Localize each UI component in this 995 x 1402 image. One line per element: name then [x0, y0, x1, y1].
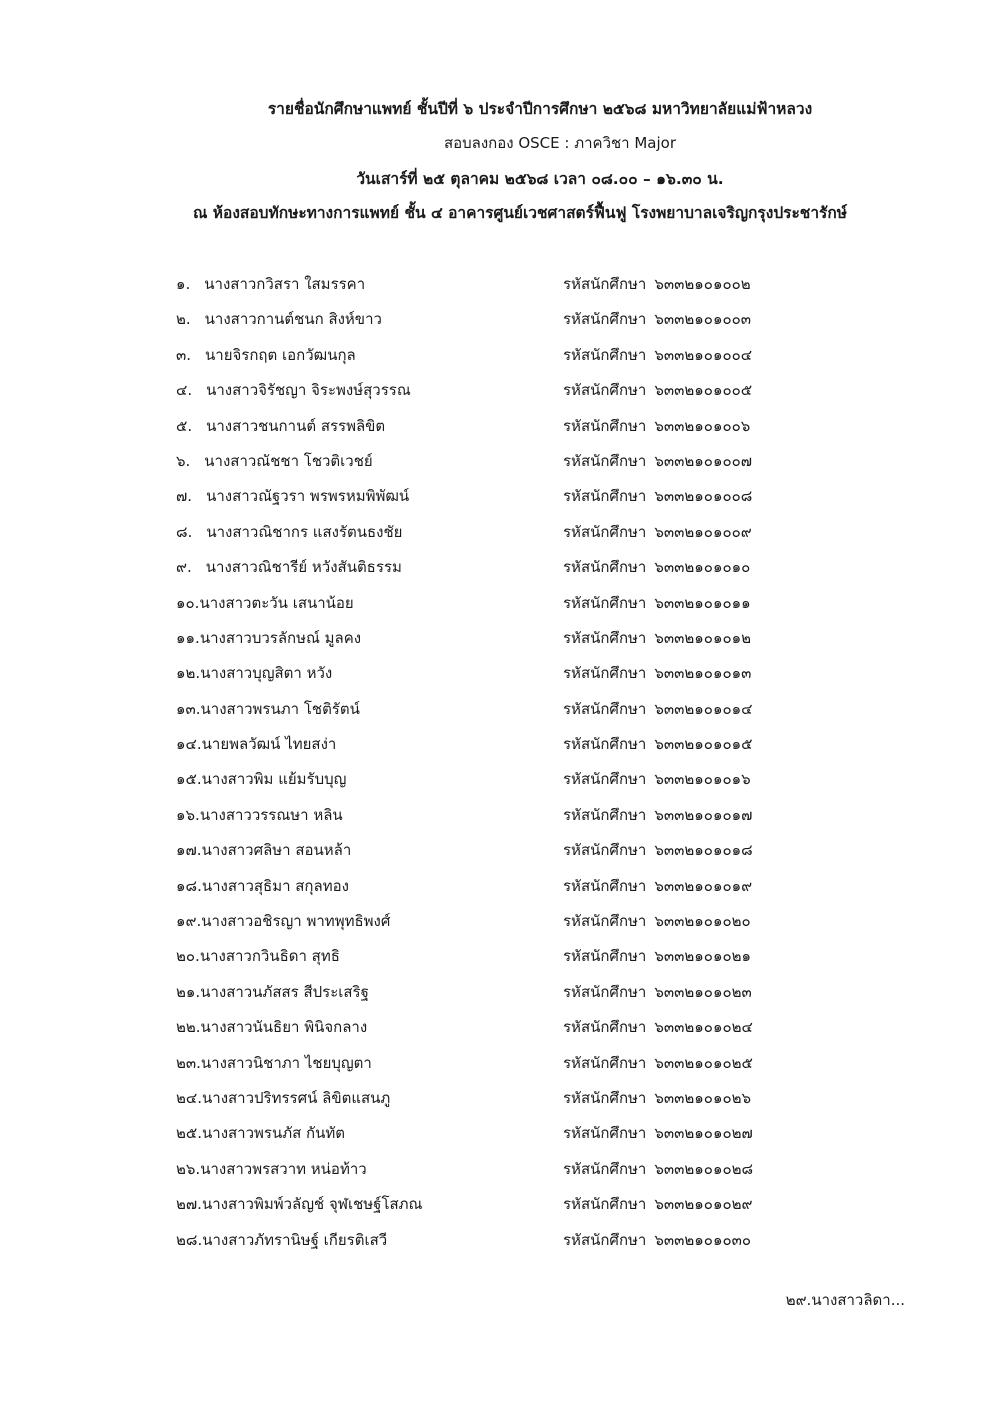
- student-number: ๒๐.: [176, 947, 200, 966]
- student-id-value: ๖๓๓๒๑๐๑๐๑๘: [654, 841, 753, 860]
- student-name: นางสาวกานต์ชนก สิงห์ขาว: [204, 310, 382, 329]
- student-number: ๑๑.: [176, 628, 200, 647]
- student-id-value: ๖๓๓๒๑๐๑๐๐๔: [654, 345, 753, 364]
- student-row: [176, 1121, 816, 1156]
- student-number: ๑๓.: [176, 699, 201, 718]
- student-row: [176, 980, 816, 1015]
- student-name: นางสาวพิมพ์วลัญช์ จุฬเชษฐ์โสภณ: [201, 1195, 423, 1214]
- student-id: [563, 307, 751, 331]
- student-name: นางสาวภัทรานิษฐ์ เกียรติเสวี: [202, 1230, 388, 1249]
- student-row: [176, 1051, 816, 1086]
- student-id-value: ๖๓๓๒๑๐๑๐๐๖: [654, 416, 751, 435]
- student-id-value: ๖๓๓๒๑๐๑๐๒๕: [654, 1053, 753, 1072]
- student-number: ๒.: [176, 310, 191, 329]
- student-id-label: รหัสนักศึกษา: [563, 1088, 647, 1107]
- student-id: [563, 520, 752, 544]
- student-id-value: ๖๓๓๒๑๐๑๐๐๘: [654, 487, 753, 506]
- student-id-value: ๖๓๓๒๑๐๑๐๑๗: [654, 805, 753, 824]
- student-number: ๒๘.: [176, 1230, 203, 1249]
- student-row: [176, 555, 816, 590]
- student-id-label: รหัสนักศึกษา: [563, 947, 647, 966]
- student-id-value: ๖๓๓๒๑๐๑๐๑๕: [654, 735, 753, 754]
- student-id-label: รหัสนักศึกษา: [563, 1159, 647, 1178]
- student-name: นายจิรกฤต เอกวัฒนกุล: [205, 345, 356, 364]
- student-row: [176, 484, 816, 519]
- student-id-label: รหัสนักศึกษา: [563, 841, 647, 860]
- student-name: นางสาวณัฐวรา พรพรหมพิพัฒน์: [206, 487, 410, 506]
- student-id: [563, 980, 752, 1004]
- student-name: นางสาวณิชากร แสงรัตนธงชัย: [206, 522, 403, 541]
- student-row: [176, 909, 816, 944]
- exam-location: ณ ห้องสอบทักษะทางการแพทย์ ชั้น ๔ อาคารศูนย์เวชศาสตร์ฟื้นฟู โรงพยาบาลเจริญกรุงประชารักษ์: [193, 204, 847, 222]
- student-name: นางสาวกวินธิดา สุทธิ: [199, 947, 340, 966]
- exam-subtitle: สอบลงกอง OSCE : ภาควิชา Major: [443, 134, 677, 152]
- student-id: [563, 767, 751, 791]
- student-row: [176, 838, 816, 873]
- student-id: [563, 1157, 753, 1181]
- student-row: [176, 661, 816, 696]
- student-name: นางสาวนันธิยา พินิจกลาง: [200, 1018, 368, 1037]
- student-name: นางสาวนิชาภา ไชยบุญตา: [200, 1053, 372, 1072]
- student-id-value: ๖๓๓๒๑๐๑๐๑๑: [654, 593, 751, 612]
- student-id: [563, 1192, 753, 1216]
- student-name: นางสาวบุญสิตา หวัง: [200, 664, 333, 683]
- student-number: ๑๒.: [176, 664, 201, 683]
- student-id-value: ๖๓๓๒๑๐๑๐๑๐: [654, 558, 751, 577]
- student-row: [176, 378, 816, 413]
- student-id: [563, 1051, 753, 1075]
- student-name: นางสาวจิรัชญา จิระพงษ์สุวรรณ: [206, 381, 411, 400]
- student-number: ๒๓.: [176, 1053, 201, 1072]
- student-id: [563, 484, 752, 508]
- student-id: [563, 1086, 751, 1110]
- student-number: ๖.: [176, 451, 191, 470]
- student-name: นางสาวพรนภัส กันทัต: [202, 1124, 345, 1143]
- student-number: ๒๖.: [176, 1159, 201, 1178]
- student-name: นางสาววรรณษา หลิน: [199, 805, 343, 824]
- student-row: [176, 1015, 816, 1050]
- student-number: ๔.: [176, 381, 193, 400]
- student-id: [563, 626, 751, 650]
- exam-date-time: วันเสาร์ที่ ๒๕ ตุลาคม ๒๕๖๘ เวลา ๐๘.๐๐ – ๑๖.๓๐ น.: [356, 170, 724, 188]
- student-number: ๒๗.: [176, 1195, 202, 1214]
- student-id: [563, 1228, 751, 1252]
- student-id: [563, 378, 752, 402]
- student-id-value: ๖๓๓๒๑๐๑๐๑๔: [654, 699, 753, 718]
- student-id-label: รหัสนักศึกษา: [563, 912, 647, 931]
- student-row: [176, 767, 816, 802]
- student-name: นายพลวัฒน์ ไทยสง่า: [201, 735, 337, 754]
- student-id-label: รหัสนักศึกษา: [563, 876, 647, 895]
- student-id: [563, 838, 753, 862]
- student-id-value: ๖๓๓๒๑๐๑๐๒๖: [654, 1088, 752, 1107]
- student-number: ๒๕.: [176, 1124, 203, 1143]
- student-id: [563, 343, 752, 367]
- student-id: [563, 272, 751, 296]
- student-id-label: รหัสนักศึกษา: [563, 345, 647, 364]
- student-row: [176, 1157, 816, 1192]
- student-name: นางสาวตะวัน เสนาน้อย: [199, 593, 354, 612]
- student-id-label: รหัสนักศึกษา: [563, 416, 647, 435]
- student-id-label: รหัสนักศึกษา: [563, 487, 647, 506]
- student-number: ๑๐.: [176, 593, 200, 612]
- student-row: [176, 803, 816, 838]
- student-id: [563, 874, 752, 898]
- student-id: [563, 414, 750, 438]
- student-id: [563, 555, 750, 579]
- student-row: [176, 944, 816, 979]
- student-name: นางสาวณิชารีย์ หวังสันติธรรม: [205, 558, 402, 577]
- student-id-value: ๖๓๓๒๑๐๑๐๑๒: [654, 628, 752, 647]
- student-number: ๒๑.: [176, 982, 201, 1001]
- student-list: [176, 272, 816, 1263]
- student-id-label: รหัสนักศึกษา: [563, 451, 647, 470]
- student-id-label: รหัสนักศึกษา: [563, 770, 647, 789]
- student-id-label: รหัสนักศึกษา: [563, 1124, 647, 1143]
- student-id-value: ๖๓๓๒๑๐๑๐๒๐: [654, 912, 751, 931]
- student-id-label: รหัสนักศึกษา: [563, 1230, 647, 1249]
- student-name: นางสาวอชิรญา พาทพุทธิพงศ์: [201, 912, 391, 931]
- student-row: [176, 1086, 816, 1121]
- student-number: ๑๙.: [176, 912, 202, 931]
- student-id: [563, 661, 751, 685]
- student-name: นางสาวกวิสรา ใสมรรคา: [204, 275, 366, 293]
- student-row: [176, 874, 816, 909]
- student-id-value: ๖๓๓๒๑๐๑๐๒๔: [654, 1018, 753, 1037]
- student-id-value: ๖๓๓๒๑๐๑๐๑๓: [654, 664, 752, 683]
- student-number: ๕.: [176, 416, 193, 435]
- student-number: ๑๗.: [176, 841, 202, 860]
- student-id-label: รหัสนักศึกษา: [563, 628, 647, 647]
- student-row: [176, 732, 816, 767]
- student-row: [176, 697, 816, 732]
- student-id: [563, 1015, 753, 1039]
- student-row: [176, 1228, 816, 1263]
- student-number: ๘.: [176, 522, 193, 541]
- student-id-label: รหัสนักศึกษา: [563, 982, 647, 1001]
- student-name: นางสาวพรสวาท หน่อท้าว: [200, 1159, 367, 1178]
- document-title: รายชื่อนักศึกษาแพทย์ ชั้นปีที่ ๖ ประจำปีการศึกษา ๒๕๖๘ มหาวิทยาลัยแม่ฟ้าหลวง: [267, 100, 813, 118]
- student-name: นางสาวสุธิมา สกุลทอง: [201, 876, 349, 895]
- student-id-value: ๖๓๓๒๑๐๑๐๒๙: [654, 1195, 753, 1214]
- student-id: [563, 909, 751, 933]
- student-id: [563, 591, 751, 615]
- student-id: [563, 1121, 753, 1145]
- student-id-value: ๖๓๓๒๑๐๑๐๑๙: [654, 876, 753, 895]
- student-number: ๒๒.: [176, 1018, 201, 1037]
- student-id-label: รหัสนักศึกษา: [563, 275, 647, 293]
- student-number: ๒๔.: [176, 1088, 203, 1107]
- student-number: ๓.: [176, 345, 192, 364]
- student-number: ๑๔.: [176, 735, 202, 754]
- student-id-value: ๖๓๓๒๑๐๑๐๒๑: [654, 947, 752, 966]
- student-id-value: ๖๓๓๒๑๐๑๐๐๗: [654, 451, 753, 470]
- student-row: [176, 307, 816, 342]
- student-name: นางสาวปริทรรศน์ ลิขิตแสนภู: [202, 1088, 391, 1107]
- student-number: ๑๕.: [176, 770, 202, 789]
- student-id-label: รหัสนักศึกษา: [563, 1053, 647, 1072]
- student-row: [176, 449, 816, 484]
- student-name: นางสาวบวรลักษณ์ มูลคง: [199, 628, 362, 647]
- student-id: [563, 803, 752, 827]
- student-id-value: ๖๓๓๒๑๐๑๐๓๐: [654, 1230, 752, 1249]
- student-id-label: รหัสนักศึกษา: [563, 699, 647, 718]
- student-id-label: รหัสนักศึกษา: [563, 805, 647, 824]
- student-id: [563, 732, 753, 756]
- student-name: นางสาวชนกานต์ สรรพลิขิต: [206, 416, 386, 435]
- student-number: ๗.: [176, 487, 193, 506]
- student-row: [176, 414, 816, 449]
- student-id-label: รหัสนักศึกษา: [563, 522, 647, 541]
- student-id: [563, 449, 752, 473]
- student-name: นางสาวนภัสสร สีประเสริฐ: [200, 982, 369, 1001]
- student-id-label: รหัสนักศึกษา: [563, 1018, 647, 1037]
- student-row: [176, 1192, 816, 1227]
- student-name: นางสาวพิม แย้มรับบุญ: [201, 770, 347, 789]
- student-id: [563, 944, 751, 968]
- student-id-value: ๖๓๓๒๑๐๑๐๒๓: [654, 982, 752, 1001]
- student-name: นางสาวพรนภา โชติรัตน์: [200, 699, 360, 718]
- continuation-note: ๒๙.นางสาวลิดา...: [785, 1291, 905, 1309]
- student-id-value: ๖๓๓๒๑๐๑๐๑๖: [654, 770, 751, 789]
- student-id: [563, 697, 753, 721]
- student-id-label: รหัสนักศึกษา: [563, 664, 647, 683]
- student-id-value: ๖๓๓๒๑๐๑๐๐๓: [654, 310, 752, 329]
- student-id-label: รหัสนักศึกษา: [563, 735, 647, 754]
- student-row: [176, 626, 816, 661]
- student-number: ๑.: [176, 275, 191, 293]
- student-id-value: ๖๓๓๒๑๐๑๐๒๗: [654, 1124, 753, 1143]
- student-id-label: รหัสนักศึกษา: [563, 593, 647, 612]
- student-id-value: ๖๓๓๒๑๐๑๐๒๘: [654, 1159, 754, 1178]
- student-number: ๑๖.: [176, 805, 200, 824]
- student-name: นางสาวณัชชา โชวติเวชย์: [204, 451, 373, 470]
- student-id-label: รหัสนักศึกษา: [563, 558, 647, 577]
- student-number: ๙.: [176, 558, 192, 577]
- student-id-value: ๖๓๓๒๑๐๑๐๐๙: [654, 522, 752, 541]
- student-name: นางสาวศลิษา สอนหล้า: [201, 841, 352, 860]
- student-row: [176, 520, 816, 555]
- student-number: ๑๘.: [176, 876, 202, 895]
- student-id-label: รหัสนักศึกษา: [563, 381, 647, 400]
- student-row: [176, 272, 816, 307]
- student-id-label: รหัสนักศึกษา: [563, 1195, 647, 1214]
- student-id-label: รหัสนักศึกษา: [563, 310, 647, 329]
- student-row: [176, 591, 816, 626]
- student-row: [176, 343, 816, 378]
- student-id-value: ๖๓๓๒๑๐๑๐๐๒: [654, 275, 751, 293]
- student-id-value: ๖๓๓๒๑๐๑๐๐๕: [654, 381, 753, 400]
